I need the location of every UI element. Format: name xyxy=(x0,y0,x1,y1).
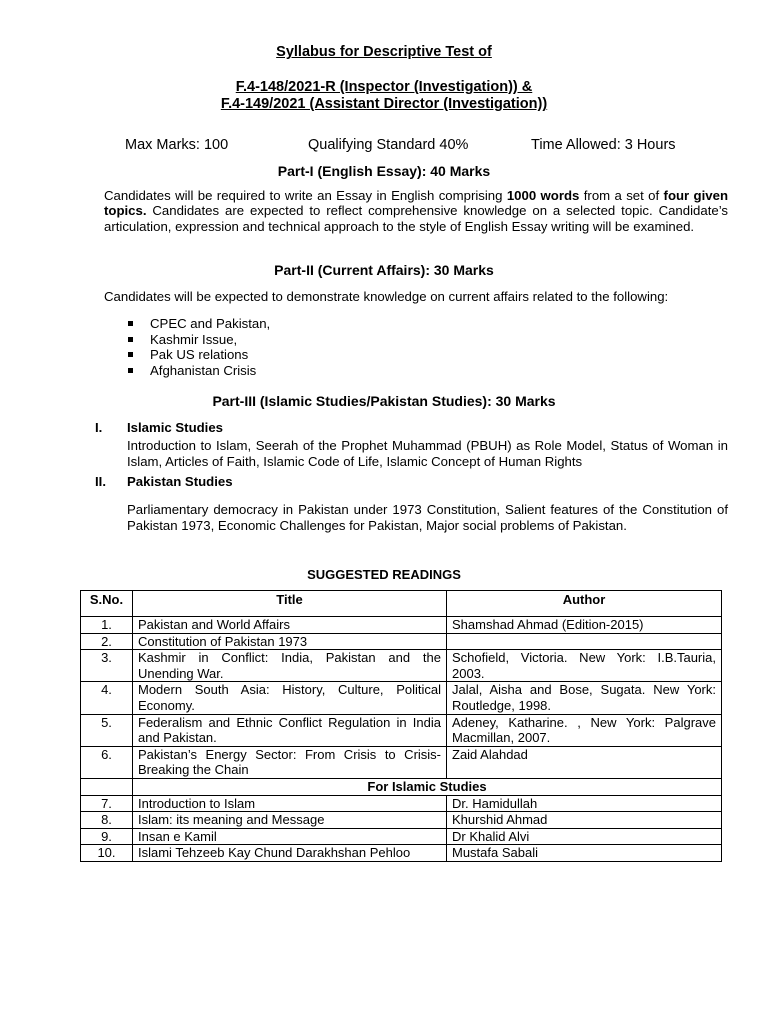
row-author xyxy=(447,633,722,650)
row-author: Schofield, Victoria. New York: I.B.Tauria, 2003. xyxy=(447,650,722,682)
max-marks: Max Marks: 100 xyxy=(125,137,229,153)
table-row xyxy=(81,812,722,829)
row-sno: 10. xyxy=(81,845,133,862)
table-row xyxy=(81,845,722,862)
table-row xyxy=(81,633,722,650)
list-item: Afghanistan Crisis xyxy=(128,363,270,379)
row-author: Dr Khalid Alvi xyxy=(447,828,722,845)
row-sno: 3. xyxy=(81,650,133,682)
row-title: Insan e Kamil xyxy=(133,828,447,845)
table-row xyxy=(81,746,722,778)
row-sno: 4. xyxy=(81,682,133,714)
pakistan-studies-text: Parliamentary democracy in Pakistan under 1973 Constitution, Salient features of the Constitution of Pakistan 1973, Economic Challenges for Pakistan, Major social problems of Pakistan. xyxy=(127,502,728,533)
row-author: Khurshid Ahmad xyxy=(447,812,722,829)
islamic-studies-text: Introduction to Islam, Seerah of the Prophet Muhammad (PBUH) as Role Model, Status of Woman in Islam, Articles of Faith, Islamic Code of Life, Islamic Concept of Human Rights xyxy=(127,438,728,469)
part2-intro: Candidates will be expected to demonstrate knowledge on current affairs related to the following: xyxy=(104,289,669,304)
row-sno: 7. xyxy=(81,795,133,812)
table-row xyxy=(81,795,722,812)
suggested-readings-heading: SUGGESTED READINGS xyxy=(307,567,461,582)
table-row xyxy=(81,714,722,746)
post-line-assistant-director: F.4-149/2021 (Assistant Director (Investigation)) xyxy=(220,96,548,112)
section-numeral: I. xyxy=(95,420,103,435)
row-sno: 1. xyxy=(81,617,133,634)
row-sno: 9. xyxy=(81,828,133,845)
row-title: Constitution of Pakistan 1973 xyxy=(133,633,447,650)
list-item: Pak US relations xyxy=(128,347,270,363)
column-header-sno: S.No. xyxy=(81,591,133,617)
post-line-inspector: F.4-148/2021-R (Inspector (Investigation)) & xyxy=(235,79,533,95)
row-author: Adeney, Katharine. , New York: Palgrave Macmillan, 2007. xyxy=(447,714,722,746)
row-author: Jalal, Aisha and Bose, Sugata. New York: Routledge, 1998. xyxy=(447,682,722,714)
row-author: Zaid Alahdad xyxy=(447,746,722,778)
column-header-title: Title xyxy=(133,591,447,617)
part1-description: Candidates will be required to write an Essay in English comprising 1000 words from a set of four given topics. Candidates are expected to reflect comprehensive knowledge on a selected topic. Candidate’s articulation, expression and technical approach to the style of English Essay writing will be examined. xyxy=(104,188,728,234)
part2-heading: Part-II (Current Affairs): 30 Marks xyxy=(274,262,494,278)
row-title: Pakistan and World Affairs xyxy=(133,617,447,634)
section-spacer-cell xyxy=(81,778,133,795)
row-sno: 2. xyxy=(81,633,133,650)
row-author: Dr. Hamidullah xyxy=(447,795,722,812)
row-title: Introduction to Islam xyxy=(133,795,447,812)
table-section-row xyxy=(81,778,722,795)
row-title: Islam: its meaning and Message xyxy=(133,812,447,829)
column-header-author: Author xyxy=(447,591,722,617)
table-row xyxy=(81,828,722,845)
row-sno: 6. xyxy=(81,746,133,778)
row-title: Federalism and Ethnic Conflict Regulation in India and Pakistan. xyxy=(133,714,447,746)
part1-heading: Part-I (English Essay): 40 Marks xyxy=(277,163,491,179)
list-item: Kashmir Issue, xyxy=(128,332,270,348)
row-author: Shamshad Ahmad (Edition-2015) xyxy=(447,617,722,634)
document-title: Syllabus for Descriptive Test of xyxy=(276,44,492,60)
row-sno: 5. xyxy=(81,714,133,746)
islamic-studies-section-heading: For Islamic Studies xyxy=(133,778,722,795)
suggested-readings-table xyxy=(80,590,722,862)
row-sno: 8. xyxy=(81,812,133,829)
current-affairs-list xyxy=(128,316,270,378)
row-author: Mustafa Sabali xyxy=(447,845,722,862)
table-row xyxy=(81,617,722,634)
qualifying-standard: Qualifying Standard 40% xyxy=(308,137,469,153)
list-item: CPEC and Pakistan, xyxy=(128,316,270,332)
row-title: Pakistan’s Energy Sector: From Crisis to Crisis-Breaking the Chain xyxy=(133,746,447,778)
row-title: Kashmir in Conflict: India, Pakistan and the Unending War. xyxy=(133,650,447,682)
row-title: Modern South Asia: History, Culture, Political Economy. xyxy=(133,682,447,714)
part3-heading: Part-III (Islamic Studies/Pakistan Studies): 30 Marks xyxy=(212,393,556,409)
row-title: Islami Tehzeeb Kay Chund Darakhshan Pehloo xyxy=(133,845,447,862)
table-row xyxy=(81,650,722,682)
pakistan-studies-heading: Pakistan Studies xyxy=(127,474,233,489)
table-header-row xyxy=(81,591,722,617)
table-row xyxy=(81,682,722,714)
section-numeral: II. xyxy=(95,474,106,489)
islamic-studies-heading: Islamic Studies xyxy=(127,420,224,435)
time-allowed: Time Allowed: 3 Hours xyxy=(531,137,676,153)
